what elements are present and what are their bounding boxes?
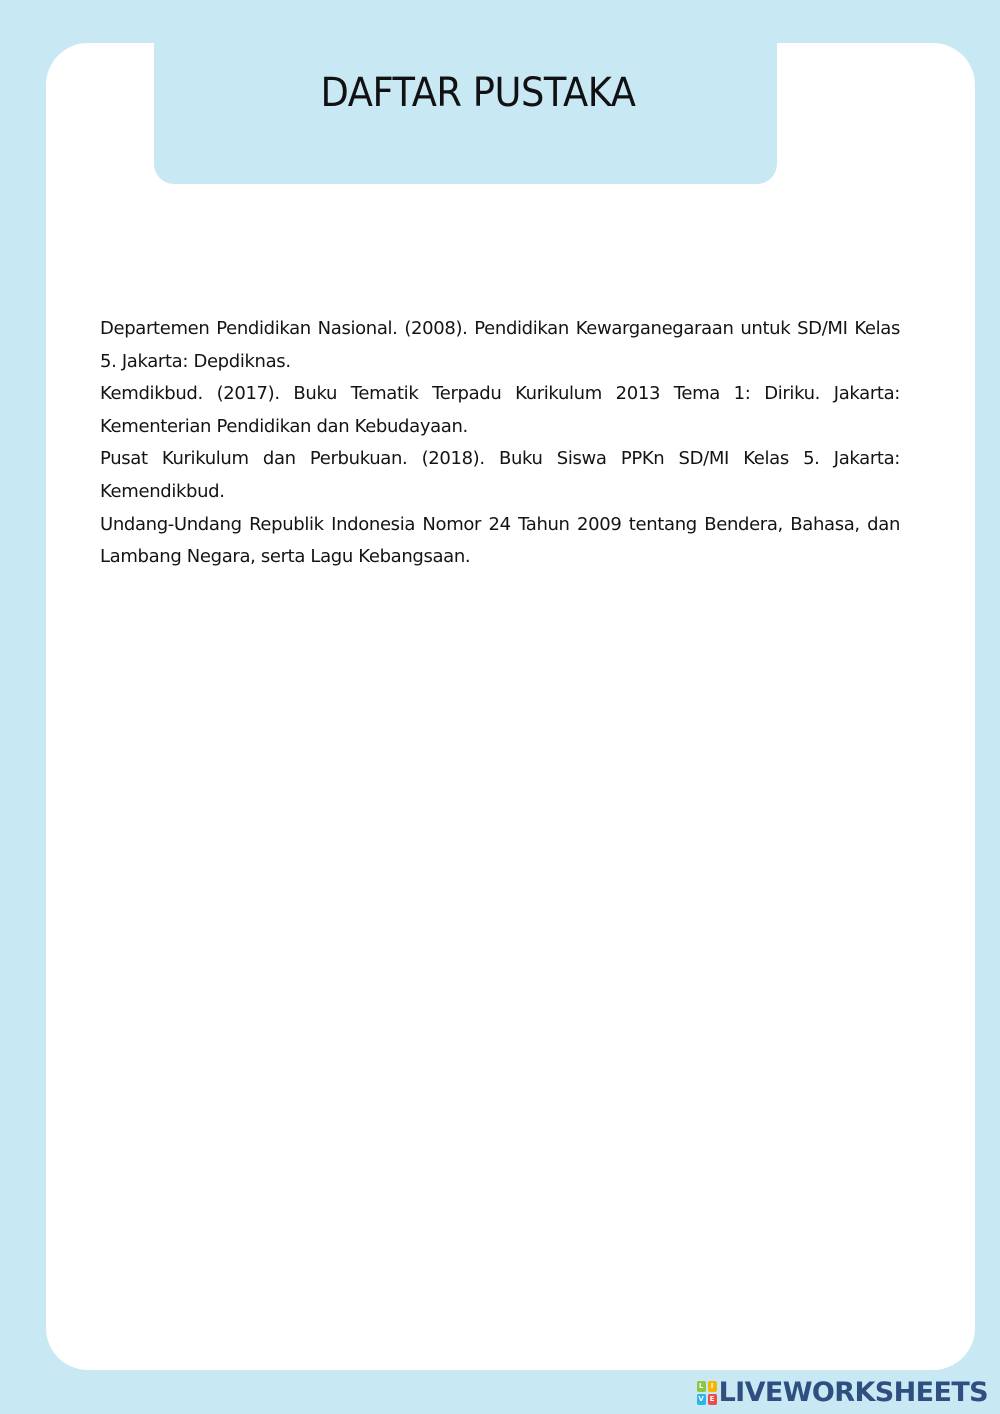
page-title: DAFTAR PUSTAKA [320, 70, 636, 116]
worksheet-page [46, 43, 975, 1370]
liveworksheets-logo-icon [697, 1381, 717, 1405]
reference-item: Undang-Undang Republik Indonesia Nomor 24 Tahun 2009 tentang Bendera, Bahasa, dan Lambang Negara, serta Lagu Kebangsaan. [100, 513, 900, 568]
logo-tile-i: I [708, 1381, 717, 1392]
liveworksheets-watermark [697, 1379, 988, 1407]
logo-tile-l: L [697, 1381, 706, 1392]
reference-list [100, 313, 900, 574]
reference-item: Departemen Pendidikan Nasional. (2008). Pendidikan Kewarganegaraan untuk SD/MI Kelas 5. Jakarta: Depdiknas. [100, 318, 900, 372]
reference-item: Kemdikbud. (2017). Buku Tematik Terpadu Kurikulum 2013 Tema 1: Diriku. Jakarta: Kementerian Pendidikan dan Kebudayaan. [100, 383, 900, 437]
reference-item: Pusat Kurikulum dan Perbukuan. (2018). Buku Siswa PPKn SD/MI Kelas 5. Jakarta: Kemendikbud. [100, 448, 900, 502]
logo-tile-e: E [708, 1394, 717, 1405]
watermark-brand-text: LIVEWORKSHEETS [718, 1377, 988, 1408]
logo-tile-v: V [698, 1395, 704, 1403]
